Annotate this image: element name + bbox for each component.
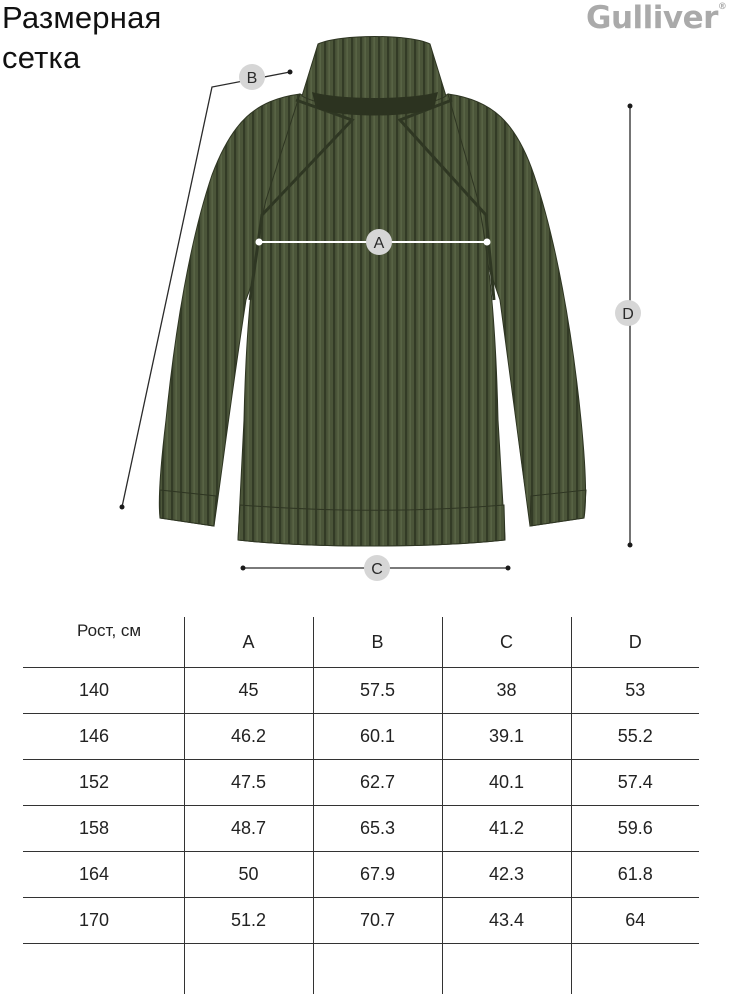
cell-c: 38	[442, 668, 571, 714]
right-cuff	[530, 490, 586, 526]
header-b: B	[313, 617, 442, 668]
measure-endpoint-a-left	[256, 239, 263, 246]
cell-height: 140	[23, 668, 184, 714]
marker-b: B	[246, 70, 258, 87]
cell-d: 64	[571, 898, 699, 944]
table-header-row	[23, 617, 699, 668]
cell-height: 152	[23, 760, 184, 806]
cell-c: 39.1	[442, 714, 571, 760]
page-title: Размерная сетка	[2, 0, 162, 75]
cell-c: 43.4	[442, 898, 571, 944]
table-row	[23, 898, 699, 944]
cell-b: 65.3	[313, 806, 442, 852]
cell-height: 146	[23, 714, 184, 760]
cell-empty	[313, 944, 442, 995]
measure-endpoint-d-bottom	[628, 543, 633, 548]
cell-a: 47.5	[184, 760, 313, 806]
cell-d: 59.6	[571, 806, 699, 852]
measure-endpoint-b-top	[288, 70, 293, 75]
registered-mark: ®	[717, 1, 727, 12]
cell-height: 158	[23, 806, 184, 852]
cell-d: 61.8	[571, 852, 699, 898]
cell-a: 45	[184, 668, 313, 714]
table-row	[23, 668, 699, 714]
measure-endpoint-c-left	[241, 566, 246, 571]
measure-endpoint-b-bottom	[120, 505, 125, 510]
size-table	[23, 617, 699, 994]
cell-height: 170	[23, 898, 184, 944]
measure-endpoint-d-top	[628, 104, 633, 109]
marker-a: A	[373, 235, 385, 252]
cell-c: 41.2	[442, 806, 571, 852]
cell-b: 62.7	[313, 760, 442, 806]
header-d: D	[571, 617, 699, 668]
sweater-body	[238, 94, 505, 546]
cell-d: 53	[571, 668, 699, 714]
table-row	[23, 714, 699, 760]
cell-d: 55.2	[571, 714, 699, 760]
cell-a: 50	[184, 852, 313, 898]
marker-c: C	[371, 561, 383, 578]
cell-empty	[442, 944, 571, 995]
header-c: C	[442, 617, 571, 668]
cell-empty	[23, 944, 184, 995]
cell-d: 57.4	[571, 760, 699, 806]
cell-empty	[571, 944, 699, 995]
measure-endpoint-a-right	[484, 239, 491, 246]
cell-b: 67.9	[313, 852, 442, 898]
table-row-empty	[23, 944, 699, 995]
table-row	[23, 760, 699, 806]
table-row	[23, 852, 699, 898]
cell-c: 42.3	[442, 852, 571, 898]
table-row	[23, 806, 699, 852]
marker-d: D	[622, 306, 634, 323]
measure-endpoint-c-right	[506, 566, 511, 571]
cell-a: 46.2	[184, 714, 313, 760]
left-cuff	[160, 490, 216, 526]
cell-b: 70.7	[313, 898, 442, 944]
cell-b: 60.1	[313, 714, 442, 760]
header-a: A	[184, 617, 313, 668]
cell-height: 164	[23, 852, 184, 898]
cell-c: 40.1	[442, 760, 571, 806]
cell-b: 57.5	[313, 668, 442, 714]
cell-a: 48.7	[184, 806, 313, 852]
brand-logo-text: Gulliver	[586, 0, 718, 36]
cell-a: 51.2	[184, 898, 313, 944]
header-height: Рост, см	[23, 617, 184, 668]
cell-empty	[184, 944, 313, 995]
sweater-hem	[238, 505, 505, 546]
